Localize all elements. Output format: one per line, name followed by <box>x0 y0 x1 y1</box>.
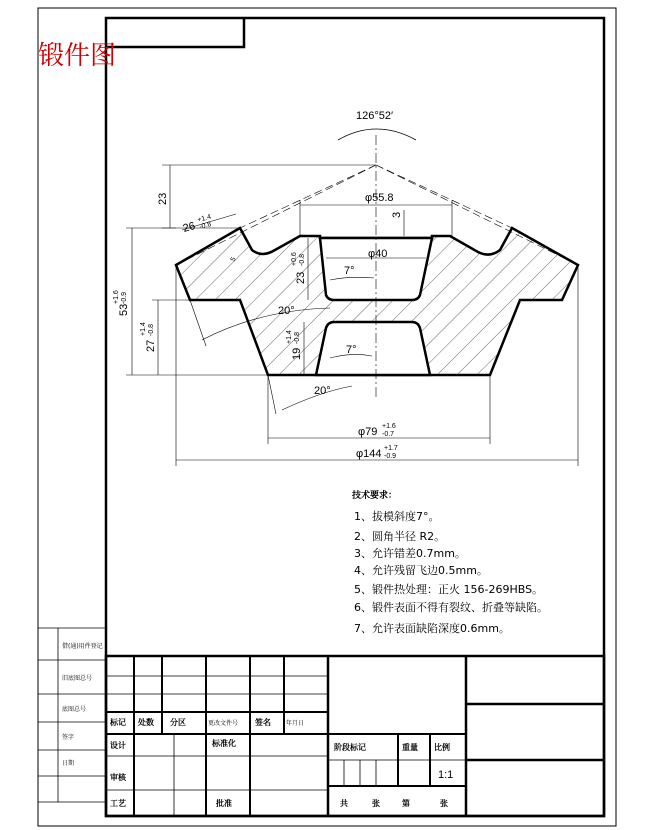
angle-arc-top <box>338 129 416 140</box>
angle-7-lower-label: 7° <box>346 344 357 356</box>
dim-144-tol-lo: -0.9 <box>384 453 397 460</box>
angle-20-bottom-line <box>268 375 276 414</box>
tb-scale-value: 1:1 <box>438 769 454 781</box>
side-label: 借(通)用件登记 <box>62 643 103 650</box>
tb-sign: 签名 <box>255 718 271 727</box>
dim-79-label: φ79 <box>358 426 378 438</box>
side-strip <box>38 628 106 802</box>
tb-sheet-no: 第 <box>402 799 410 808</box>
cone-line-left <box>240 165 376 228</box>
dim-558-label: φ55.8 <box>365 192 394 204</box>
side-label: 日期 <box>62 760 75 767</box>
note-item: 4、允许残留飞边0.5mm。 <box>354 564 488 577</box>
dim-53-tol-lo: -0.9 <box>121 291 128 304</box>
note-item: 7、允许表面缺陷深度0.6mm。 <box>354 622 510 635</box>
tb-count: 处数 <box>138 718 154 727</box>
dim-23-label: 23 <box>157 192 169 205</box>
drawing-title: 锻件图 <box>38 41 117 71</box>
tb-approve: 批准 <box>216 799 232 808</box>
tb-change-doc: 更改文件号 <box>208 720 239 727</box>
side-label: 底图总号 <box>62 706 87 713</box>
dim-144-label: φ144 <box>356 448 382 460</box>
lower-pocket <box>316 322 430 375</box>
note-item: 2、圆角半径 R2。 <box>354 530 446 543</box>
dim-19-label: 19 <box>291 347 303 360</box>
dim-26-tol-lo: -0.8 <box>198 221 213 231</box>
tb-mark: 标记 <box>110 718 126 727</box>
angle-top-label: 126°52′ <box>356 110 394 122</box>
dim-27-tol-up: +1.4 <box>140 322 147 336</box>
dim-19-tol-lo: -0.8 <box>294 331 301 344</box>
angle-20-mid-line <box>190 300 206 346</box>
tb-scale: 比例 <box>434 743 450 752</box>
angle-7-upper-label: 7° <box>344 265 355 277</box>
tb-review: 审核 <box>110 773 126 782</box>
title-block <box>106 656 604 816</box>
tb-stage-mark: 阶段标记 <box>334 743 366 752</box>
part-view <box>113 110 578 466</box>
code-box <box>106 18 244 47</box>
dim-23b-tol-lo: -0.8 <box>299 253 306 266</box>
angle-20-mid-label: 20° <box>278 305 295 317</box>
dim-27-tol-lo: -0.8 <box>148 323 155 336</box>
dim-23b-tol-up: +0.6 <box>291 252 298 266</box>
note-item: 6、锻件表面不得有裂纹、折叠等缺陷。 <box>354 601 548 614</box>
dim-79-tol-up: +1.6 <box>382 423 396 430</box>
side-label: 旧底图总号 <box>62 675 93 682</box>
tb-process: 工艺 <box>110 799 126 808</box>
dim-23b-label: 23 <box>295 271 307 284</box>
technical-notes <box>351 489 548 635</box>
tb-sheet-total: 共 <box>340 799 348 808</box>
tb-standard: 标准化 <box>212 739 236 748</box>
dim-3-label: 3 <box>391 211 403 218</box>
note-item: 3、允许错差0.7mm。 <box>354 547 466 560</box>
dim-27-label: 27 <box>145 339 157 352</box>
dim-144-tol-up: +1.7 <box>384 445 398 452</box>
dim-26-label: 26 <box>181 220 197 235</box>
dim-19-tol-up: +1.4 <box>286 330 293 344</box>
note-item: 5、锻件热处理：正火 156-269HBS。 <box>354 583 544 596</box>
tb-date: 年月日 <box>286 720 305 727</box>
tb-design: 设计 <box>110 741 126 750</box>
dim-79-tol-lo: -0.7 <box>382 431 395 438</box>
dim-53-label: 53 <box>118 303 130 316</box>
tb-zone: 分区 <box>170 718 186 727</box>
side-label: 签字 <box>62 734 75 741</box>
angle-20-bottom-label: 20° <box>314 385 331 397</box>
tb-sheet-unit1: 张 <box>372 799 380 808</box>
dim-26-tol-up: +1.4 <box>196 213 212 224</box>
dim-5-label: 5 <box>229 256 238 263</box>
note-item: 1、拔模斜度7°。 <box>354 510 440 523</box>
tb-weight: 重量 <box>402 743 418 752</box>
dim-40-label: φ40 <box>368 248 388 260</box>
notes-heading: 技术要求： <box>352 491 398 501</box>
inner-frame <box>106 18 604 816</box>
tb-sheet-unit2: 张 <box>440 799 448 808</box>
dim-53-tol-up: +1.6 <box>113 290 120 304</box>
